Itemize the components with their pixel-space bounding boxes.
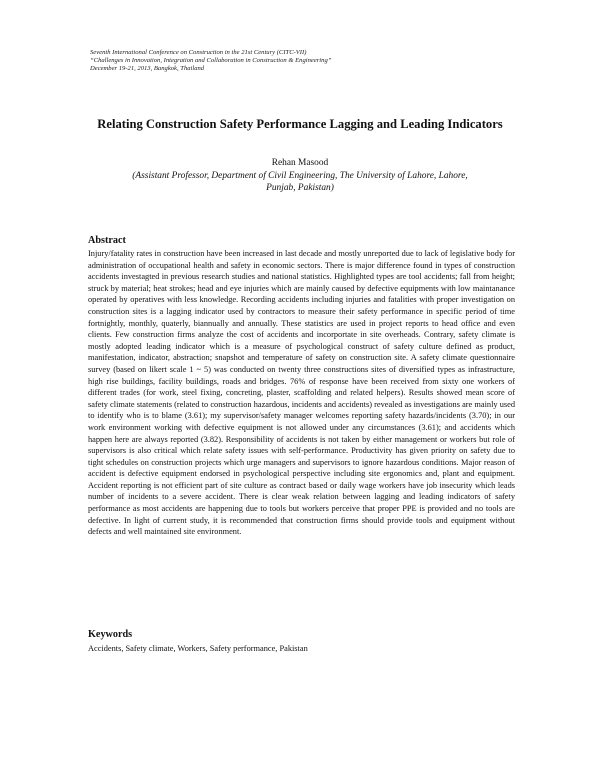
keywords-text: Accidents, Safety climate, Workers, Safety performance, Pakistan xyxy=(88,644,308,653)
paper-title: Relating Construction Safety Performance Lagging and Leading Indicators xyxy=(97,117,503,131)
author-name: Rehan Masood xyxy=(271,158,329,168)
conference-date-location: December 19-21, 2013, Bangkok, Thailand xyxy=(90,65,205,73)
abstract-heading: Abstract xyxy=(88,235,126,246)
author-affiliation: (Assistant Professor, Department of Civil Engineering, The University of Lahore, Lahore, Punjab, Pakistan) xyxy=(132,171,468,194)
conference-name: Seventh International Conference on Construction in the 21st Century (CITC-VII) xyxy=(90,49,307,56)
keywords-heading: Keywords xyxy=(88,629,133,640)
conference-theme: “Challenges in Innovation, Integration and Collaboration in Construction & Engineering” xyxy=(90,57,332,65)
abstract-text: Injury/fatality rates in construction have been increased in last decade and mostly unreported due to lack of legislative body for administration of occupational health and safety in economic sectors. There is major difference found in types of construction accidents investagted in previous research studies and national statistics. Highlighted types are tool accidents; fall from height; struck by material; heat strokes; head and eye injuries which are mainly caused by defective equipments with low maintanance operated by operatives with less knowledge. Recording accidents including injuries and fatalities with proper investigation on construction sites is a lagging indicator used by contractors to measure their safety performance in specific period of time fortnightly, monthly, quaterly, biannually and annually. These statistics are used in project reports to head office and even clients. Few construction firms analyze the cost of accidents and incorportate in site overheads. Contrary, safety climate is mostly adopted leading indicator which is a measure of psychological construct of safety culture defined as product, manifestation, indicator, abstraction; snapshot and temperature of safety on construction site. A safety climate questionnaire survey (based on likert scale 1 ~ 5) was conducted on twenty three constructions sites of diversified types as infrastructure, high rise buildings, facility buildings, roads and bridges. 76% of response have been received from sixty one workers of different trades (for work, steel fixing, concreting, plaster, scaffolding and related helpers). Results showed mean score of safety climate statements (related to construction hazardous, incidents and accidents) revealed as investigations are mainly used to identify who is to blame (3.61); my supervisor/safety manager welcomes reporting safety hazards/incidents (3.70); in our work environment working with defective equipment is not allowed under any circumstances (3.61); and accidents which happen here are always reported (3.82). Responsibility of accidents is not taken by either management or workers but role of supervisors is also critical which relate safety issues with self-performance. Productivity has given priority on safety due to tight schedules on construction projects which urge managers and supervisors to ignore hazardous conditions. Major reason of accident is defective equipment endorsed in psychological perspective including site ergonomics and, plant and equipment. Accident reporting is not efficient part of site culture as contract based or daily wage workers have job insecurity which leads number of incidents to a severe accident. There is clear weak relation between lagging and leading indicators of safety performance as most accidents are happening due to tools but workers perceive that proper PPE is provided and no tools are defective. In light of current study, it is recommended that construction firms should provide tools and equipment without defects and well maintained site environment. xyxy=(88,249,515,537)
running-head xyxy=(90,49,520,74)
